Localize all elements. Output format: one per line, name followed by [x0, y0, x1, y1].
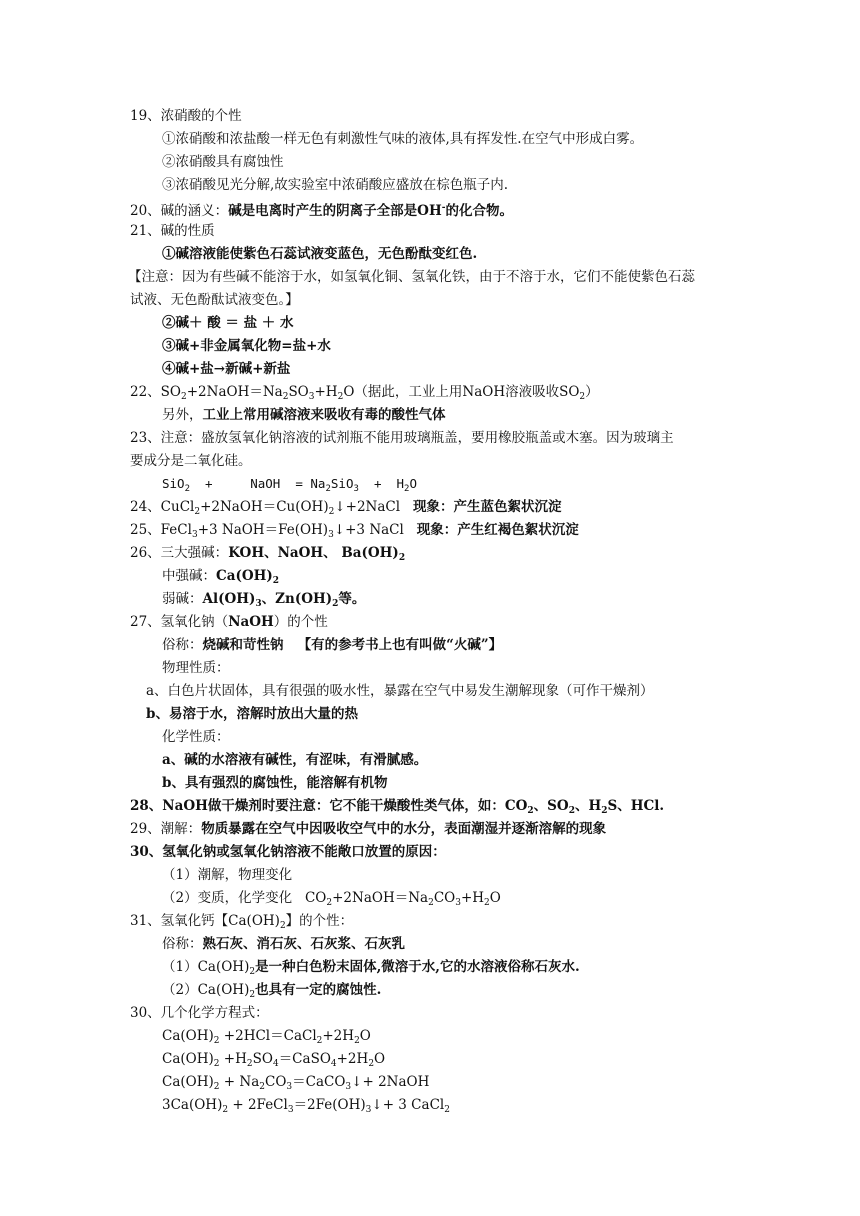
- equation-3: $Ca(OH)_2$ + $Na_2CO_3=CaCO_3↓+$ 2NaOH: [162, 1074, 430, 1092]
- note-line-1: 【注意：因为有些碱不能溶于水，如氢氧化铜、氢氧化铁，由于不溶于水，它们不能使紫色石蕊: [128, 269, 695, 285]
- heading-21: 21、碱的性质: [130, 223, 215, 239]
- heading-22: 22、$SO_2+2NaOH=Na_2SO_3+H_2O$（据此，工业上用NaOH溶液吸收$SO_2$）: [130, 384, 599, 402]
- item-27-chemical-b: b、具有强烈的腐蚀性，能溶解有机物: [162, 775, 388, 791]
- item-26-weak: 弱碱：$Al(OH)_3$、$Zn(OH)_2$等。: [162, 591, 366, 609]
- heading-27: 27、氢氧化钠（NaOH）的个性: [130, 614, 328, 630]
- equation-23: SiO$_2$ + NaOH = $Na_2SiO_3 + H_2O$: [162, 476, 417, 494]
- heading-30-equations: 30、几个化学方程式：: [130, 1005, 269, 1021]
- item-27-chemical: 化学性质：: [162, 729, 230, 745]
- item-31-1: $(1)Ca(OH)_2$是一种白色粉末固体,微溶于水,它的水溶液俗称石灰水.: [162, 959, 580, 977]
- item-21-1: ①碱溶液能使紫色石蕊试液变蓝色，无色酚酞变红色.: [162, 246, 478, 262]
- heading-28: 28、NaOH做干燥剂时要注意：它不能干燥酸性类气体，如：$CO_2$、$SO_2$、$H_2S$、HCl.: [130, 798, 665, 816]
- heading-23: 23、注意：盛放氢氧化钠溶液的试剂瓶不能用玻璃瓶盖，要用橡胶瓶盖或木塞。因为玻璃主: [130, 430, 674, 446]
- item-21-3: ③碱+非金属氧化物=盐+水: [162, 338, 331, 354]
- item-26-medium: 中强碱：$Ca(OH)_2$: [162, 568, 280, 586]
- heading-24: 24、$CuCl_2+2NaOH=Cu(OH)_2↓+2NaCl$ 现象：产生蓝色絮状沉淀: [130, 499, 562, 517]
- item-22-note: 另外，工业上常用碱溶液来吸收有毒的酸性气体: [162, 407, 446, 423]
- item-21-2: ②碱＋ 酸 ＝ 盐 ＋ 水: [162, 315, 294, 331]
- heading-31: 31、氢氧化钙【$Ca(OH)_2$】的个性：: [130, 913, 354, 931]
- note-line-2: 试液、无色酚酞试液变色。】: [130, 292, 299, 308]
- item-19-3: ③浓硝酸见光分解,故实验室中浓硝酸应盛放在棕色瓶子内.: [162, 177, 509, 193]
- heading-30: 30、氢氧化钠或氢氧化钠溶液不能敞口放置的原因：: [130, 844, 446, 860]
- item-27-physical-a: a、白色片状固体，具有很强的吸水性，暴露在空气中易发生潮解现象（可作干燥剂）: [146, 683, 654, 699]
- heading-26: 26、三大强碱：KOH、NaOH、 $Ba(OH)_2$: [130, 545, 406, 563]
- equation-2: $Ca(OH)_2$ $+H_2SO_4=CaSO_4+2H_2O$: [162, 1051, 386, 1069]
- item-31-name: 俗称：熟石灰、消石灰、石灰浆、石灰乳: [162, 936, 405, 952]
- item-31-2: $(2)Ca(OH)_2$也具有一定的腐蚀性.: [162, 982, 382, 1000]
- heading-19: 19、浓硝酸的个性: [130, 108, 242, 124]
- heading-20: 20、碱的涵义：碱是电离时产生的阴离子全部是OH-的化合物。: [130, 203, 513, 219]
- item-27-name: 俗称：烧碱和苛性钠 【有的参考书上也有叫做“火碱”】: [162, 637, 503, 653]
- item-21-4: ④碱+盐→新碱+新盐: [162, 361, 291, 377]
- item-30-2: （2）变质，化学变化 $CO_2+2NaOH=Na_2CO_3+H_2O$: [162, 890, 501, 908]
- item-27-physical: 物理性质：: [162, 660, 230, 676]
- item-19-2: ②浓硝酸具有腐蚀性: [162, 154, 284, 170]
- equation-1: $Ca(OH)_2$ $+2HCl=CaCl_2+2H_2O$: [162, 1028, 371, 1046]
- heading-23-cont: 要成分是二氧化硅。: [130, 453, 252, 469]
- heading-29: 29、潮解：物质暴露在空气中因吸收空气中的水分，表面潮湿并逐渐溶解的现象: [130, 821, 607, 837]
- item-27-physical-b: b、易溶于水，溶解时放出大量的热: [146, 706, 358, 722]
- item-30-1: （1）潮解，物理变化: [162, 867, 293, 883]
- item-19-1: ①浓硝酸和浓盐酸一样无色有刺激性气味的液体,具有挥发性.在空气中形成白雾。: [162, 131, 644, 147]
- heading-25: 25、FeCl$_3$+3 $NaOH=Fe(OH)_3↓+3$ NaCl 现象：产生红褐色絮状沉淀: [130, 522, 579, 540]
- item-27-chemical-a: a、碱的水溶液有碱性，有涩味，有滑腻感。: [162, 752, 428, 768]
- equation-4: $3Ca(OH)_2$ + $2FeCl_3=2Fe(OH)_3↓+ 3$ CaCl$_2$: [162, 1097, 450, 1115]
